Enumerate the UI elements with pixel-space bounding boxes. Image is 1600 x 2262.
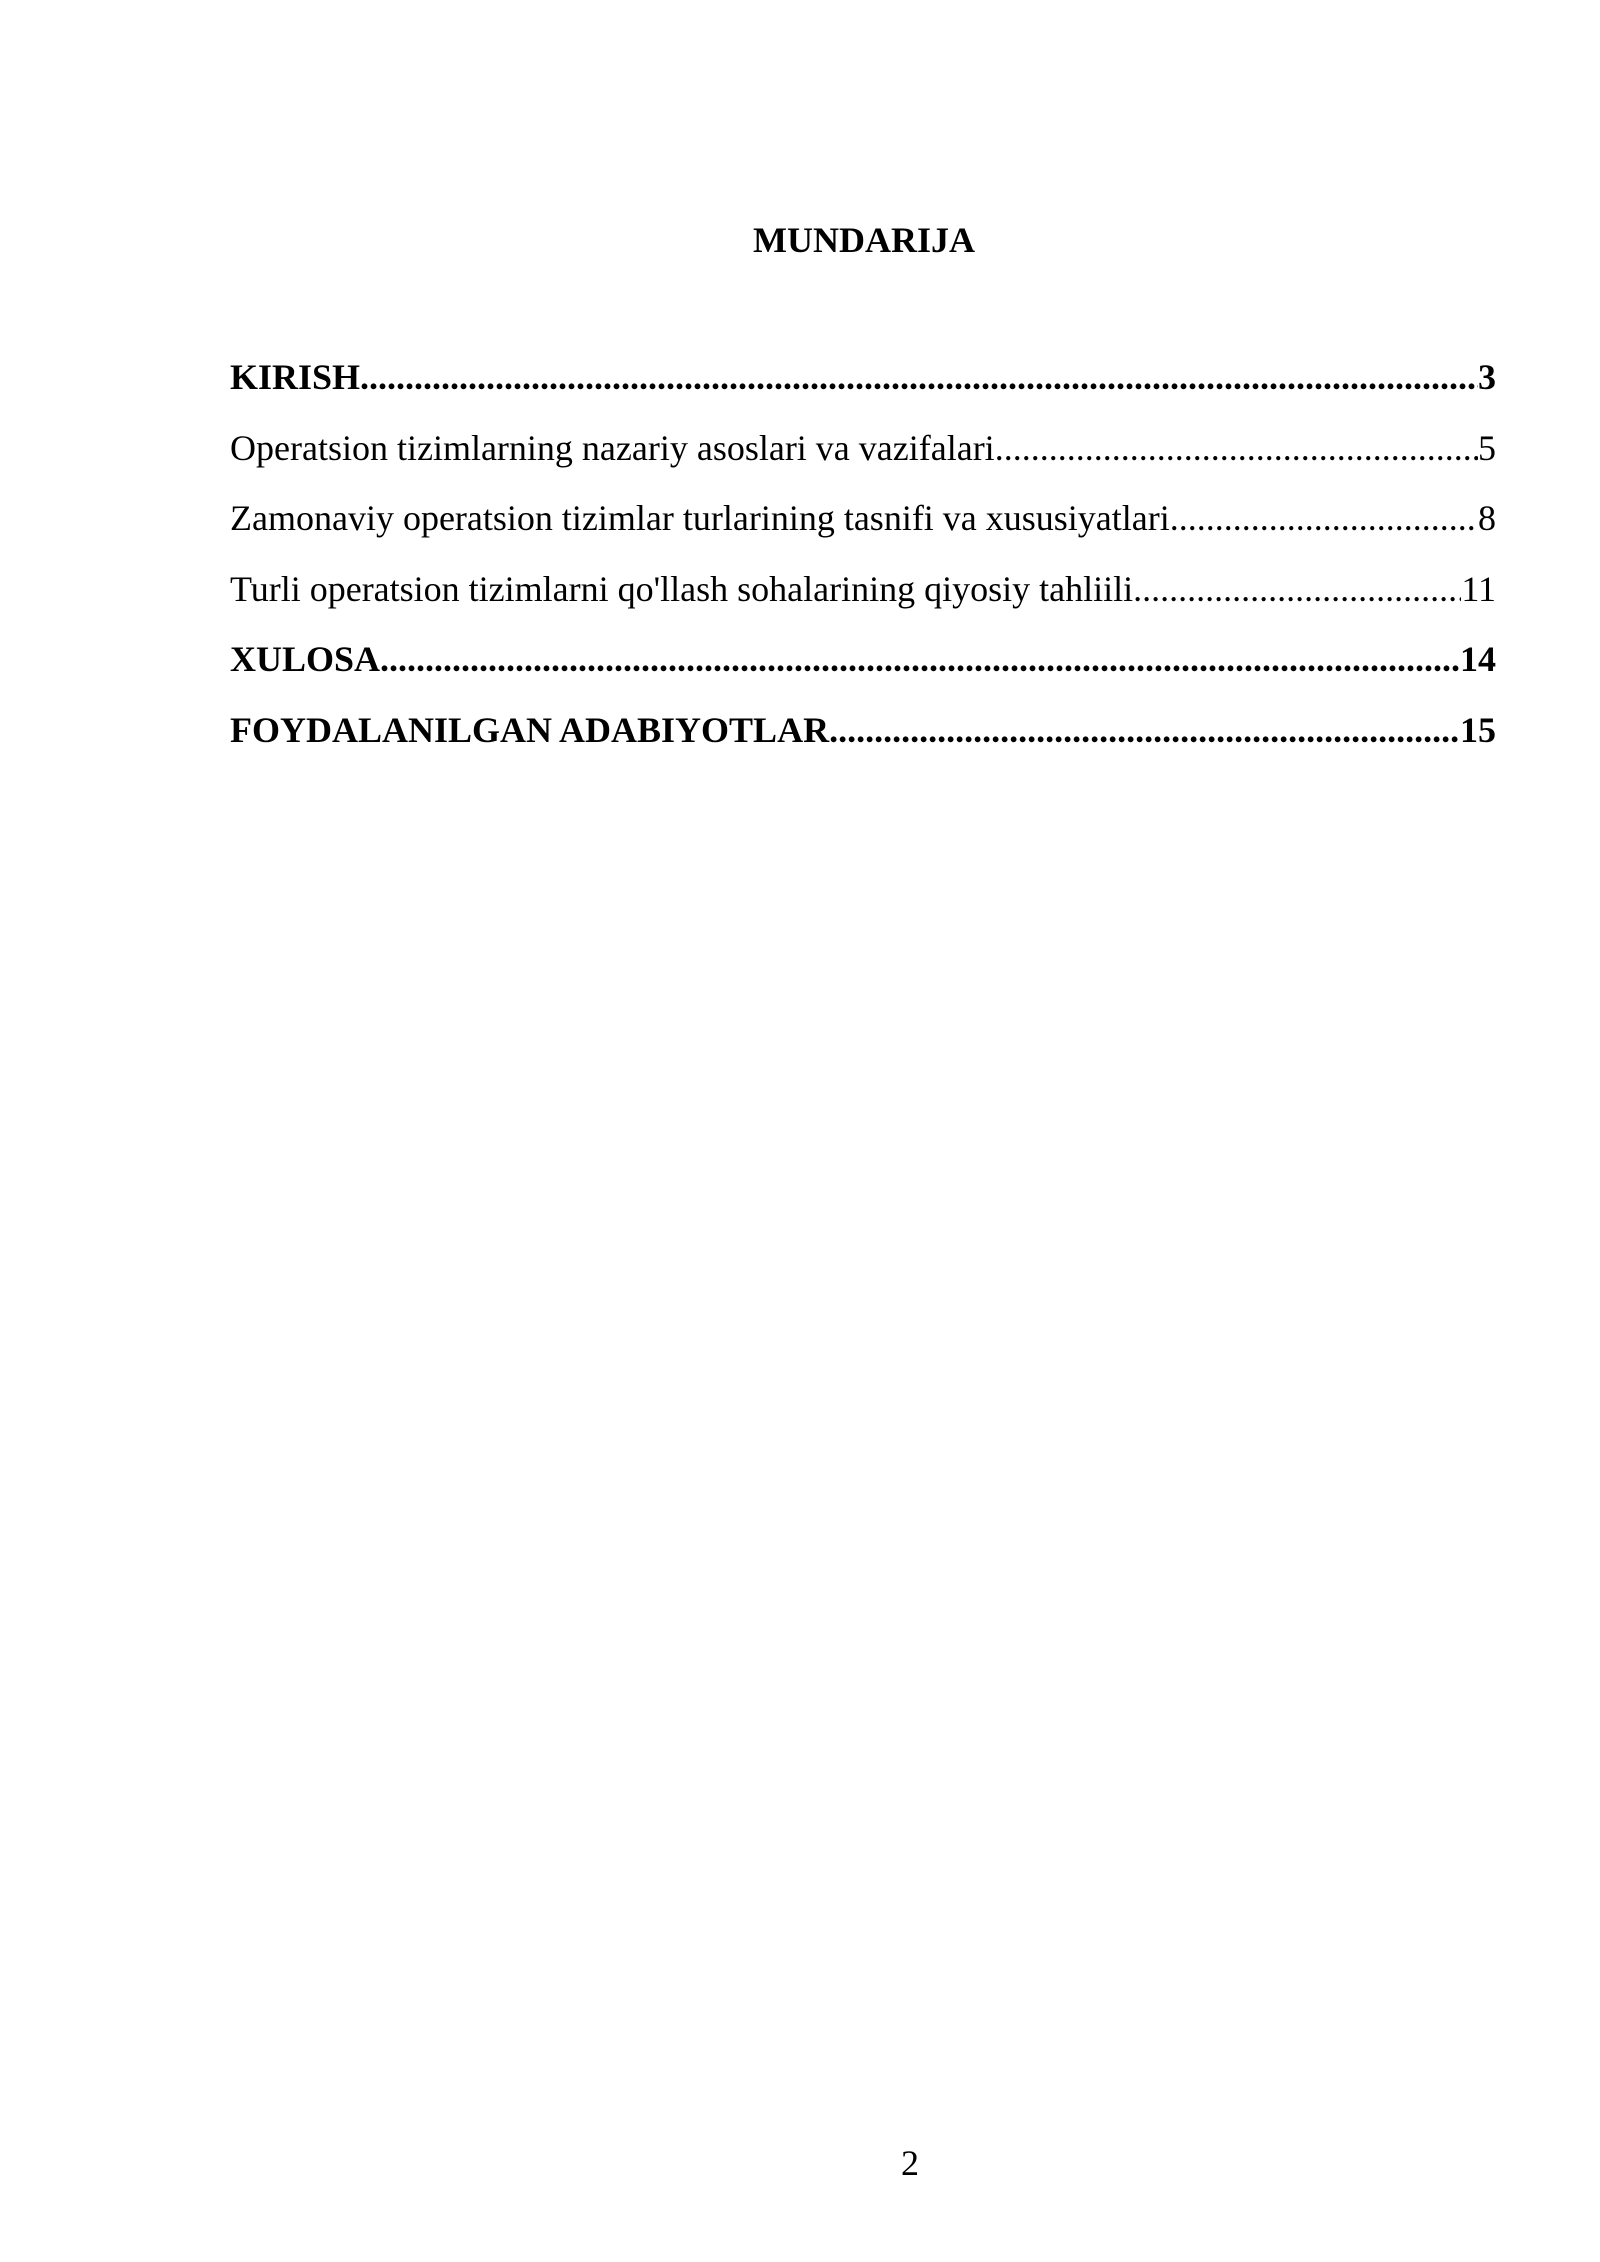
toc-dot-leader — [995, 420, 1478, 476]
toc-entry-label: KIRISH — [230, 357, 361, 397]
toc-entry-page: 3 — [1478, 357, 1496, 397]
toc-entry-label: Zamonaviy operatsion tizimlar turlarining tasnifi va xususiyatlari — [230, 498, 1170, 539]
toc-entry-page: 8 — [1478, 498, 1496, 539]
toc-dot-leader — [1133, 561, 1461, 617]
table-of-contents — [230, 349, 1496, 773]
toc-dot-leader — [360, 349, 1478, 405]
page-number: 2 — [901, 2143, 919, 2183]
toc-entry-xulosa[interactable] — [230, 631, 1496, 702]
toc-title: MUNDARIJA — [753, 220, 975, 260]
toc-dot-leader — [1170, 490, 1478, 546]
toc-entry-nazariy-asoslar[interactable] — [230, 420, 1496, 491]
toc-entry-label: Operatsion tizimlarning nazariy asoslari va vazifalari — [230, 427, 995, 468]
toc-entry-qiyosiy-tahlil[interactable] — [230, 561, 1496, 632]
toc-dot-leader — [380, 631, 1460, 687]
toc-entry-page: 14 — [1460, 639, 1496, 680]
toc-entry-page: 5 — [1478, 427, 1496, 468]
toc-entry-label: FOYDALANILGAN ADABIYOTLAR — [230, 709, 830, 750]
toc-entry-label: XULOSA — [230, 639, 381, 680]
toc-entry-label: Turli operatsion tizimlarni qo'llash sohalarining qiyosiy tahliili — [230, 568, 1134, 609]
toc-entry-kirish[interactable] — [230, 349, 1496, 420]
toc-entry-page: 15 — [1460, 709, 1496, 750]
toc-entry-tasnif[interactable] — [230, 490, 1496, 561]
toc-entry-adabiyotlar[interactable] — [230, 702, 1496, 773]
toc-entry-page: 11 — [1461, 568, 1496, 609]
toc-dot-leader — [829, 702, 1460, 758]
